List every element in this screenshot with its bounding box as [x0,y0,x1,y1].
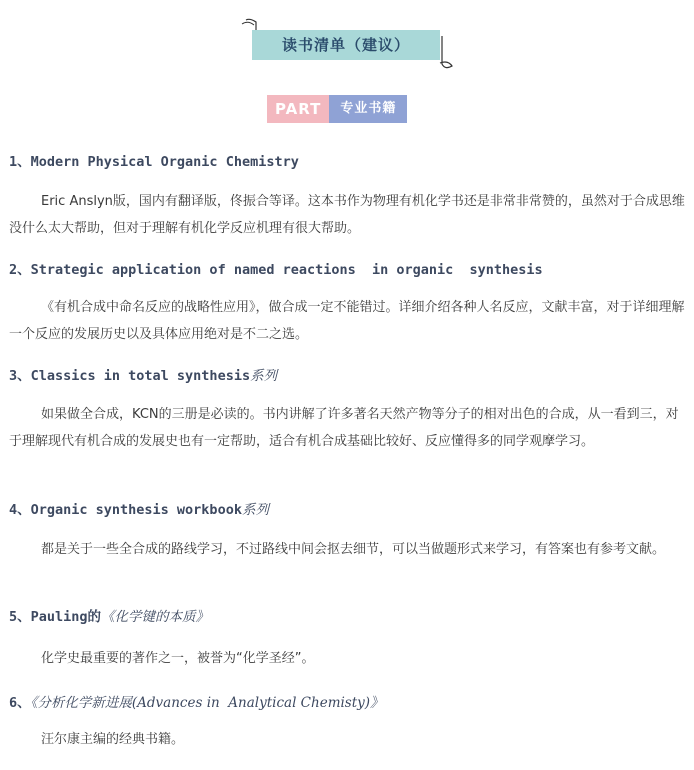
item-heading-2: 2、Strategic application of named reactions in organic synthesis [9,262,543,278]
part-badge [267,95,407,123]
item-heading-1: 1、Modern Physical Organic Chemistry [9,154,299,170]
title-banner [240,16,455,70]
item-heading-6: 6、《分析化学新进展(Advances in Analytical Chemisty)》 [9,695,384,711]
item-body-6: 汪尔康主编的经典书籍。 [41,732,185,747]
item-body-3: 如果做全合成，KCN的三册是必读的。书内讲解了许多著名天然产物等分子的相对出色的合成，从一看到三，对于理解现代有机合成的发展史也有一定帮助，适合有机合成基础比较好、反应懂得多的同学观摩学习。 [9,407,679,449]
item-body-1: Eric Anslyn版，国内有翻译版，佟振合等译。这本书作为物理有机化学书还是非常非常赞的，虽然对于合成思维没什么太大帮助，但对于理解有机化学反应机理有很大帮助。 [9,194,685,236]
item-heading-5: 5、Pauling的《化学键的本质》 [9,609,210,625]
part-section-label: 专业书籍 [329,95,407,123]
item-heading-3: 3、Classics in total synthesis系列 [9,368,278,384]
part-label: PART [267,95,329,123]
item-body-2: 《有机合成中命名反应的战略性应用》，做合成一定不能错过。详细介绍各种人名反应，文献丰富，对于详细理解一个反应的发展历史以及具体应用绝对是不二之选。 [9,300,685,342]
item-body-4: 都是关于一些全合成的路线学习，不过路线中间会抠去细节，可以当做题形式来学习，有答案也有参考文献。 [41,542,666,557]
item-heading-4: 4、Organic synthesis workbook系列 [9,502,269,518]
page-title: 读书清单（建议） [252,30,440,60]
item-body-5: 化学史最重要的著作之一，被誉为“化学圣经”。 [41,651,315,666]
